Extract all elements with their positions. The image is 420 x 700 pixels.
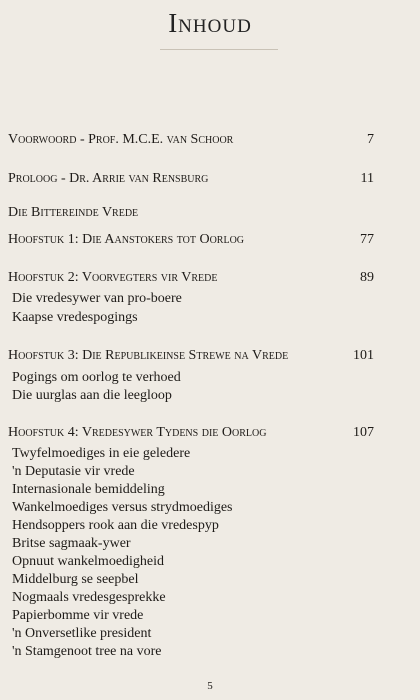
toc-entry-label: Die Bittereinde Vrede: [8, 205, 139, 220]
toc-entry-page: 89: [360, 270, 374, 285]
toc-entry-label: Hoofstuk 1: Die Aanstokers tot Oorlog: [8, 232, 245, 247]
toc-entry-proloog: [8, 171, 374, 189]
toc-subentry: Internasionale bemiddeling: [12, 482, 165, 497]
toc-entry-chapter-4: [8, 425, 374, 443]
toc-subentry: Papierbomme vir vrede: [12, 608, 144, 623]
page-title: Inhoud: [168, 8, 252, 38]
toc-part-heading: [8, 205, 374, 223]
toc-entry-page: 101: [353, 348, 374, 363]
toc-subentry: Opnuut wankelmoedigheid: [12, 554, 165, 569]
toc-subentry: 'n Onversetlike president: [12, 626, 152, 641]
toc-entry-label: Hoofstuk 4: Vredesywer Tydens die Oorlog: [8, 425, 267, 440]
toc-subentry: Nogmaals vredesgesprekke: [12, 590, 166, 605]
toc-entry-label: Voorwoord - Prof. M.C.E. van Schoor: [8, 132, 234, 147]
toc-entry-voorwoord: [8, 132, 374, 150]
toc-subentry: Hendsoppers rook aan die vredespyp: [12, 518, 219, 533]
toc-entry-page: 77: [360, 232, 374, 247]
toc-subentry: Twyfelmoediges in eie geledere: [12, 446, 191, 461]
toc-subentry: Kaapse vredespogings: [12, 310, 138, 325]
toc-subentry: Middelburg se seepbel: [12, 572, 139, 587]
toc-subentry: Pogings om oorlog te verhoed: [12, 370, 181, 385]
toc-entry-page: 7: [367, 132, 374, 147]
toc-subentry: 'n Stamgenoot tree na vore: [12, 644, 162, 659]
toc-subentry: Britse sagmaak-ywer: [12, 536, 131, 551]
toc-entry-chapter-1: [8, 232, 374, 250]
toc-entry-label: Hoofstuk 2: Voorvegters vir Vrede: [8, 270, 218, 285]
toc-subentry: Wankelmoediges versus strydmoediges: [12, 500, 233, 515]
toc-entry-page: 107: [353, 425, 374, 440]
toc-entry-page: 11: [360, 171, 374, 186]
toc-entry-chapter-3: [8, 348, 374, 366]
toc-subentry: Die vredesywer van pro-boere: [12, 291, 182, 306]
title-rule: [160, 49, 278, 50]
toc-entry-chapter-2: [8, 270, 374, 288]
toc-subentry: 'n Deputasie vir vrede: [12, 464, 135, 479]
page-number: 5: [207, 680, 213, 692]
toc-entry-label: Hoofstuk 3: Die Republikeinse Strewe na Vrede: [8, 348, 289, 363]
toc-subentry: Die uurglas aan die leegloop: [12, 388, 172, 403]
toc-entry-label: Proloog - Dr. Arrie van Rensburg: [8, 171, 209, 186]
